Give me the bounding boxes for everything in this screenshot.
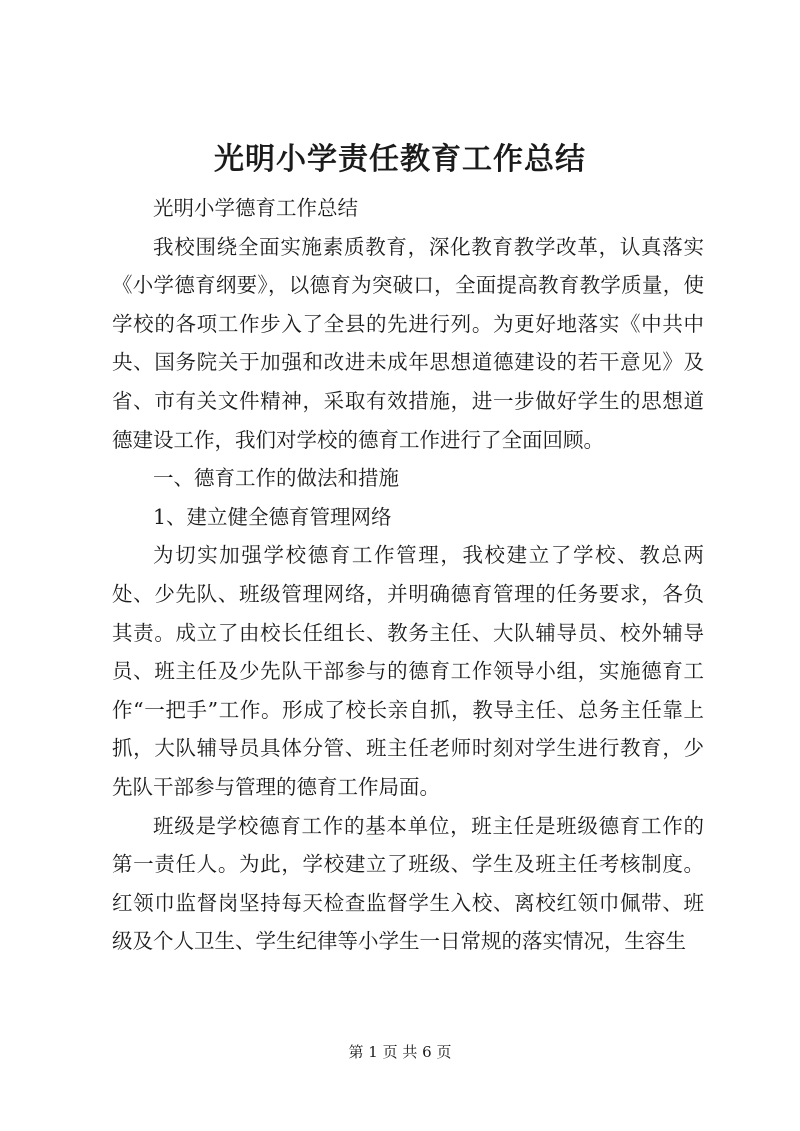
section-heading: 一、德育工作的做法和措施 <box>153 466 399 491</box>
paragraph-subtitle: 光明小学德育工作总结 <box>153 196 358 220</box>
document-body <box>112 189 704 961</box>
paragraph-intro: 我校围绕全面实施素质教育，深化教育教学改革，认真落实《小学德育纲要》，以德育为突破口，全面提高教育教学质量，使学校的各项工作步入了全县的先进行列。为更好地落实《中共中央、国务院关于加强和改进未成年思想道德建设的若干意见》及省、市有关文件精神，采取有效措施，进一步做好学生的思想道德建设工作，我们对学校的德育工作进行了全面回顾。 <box>112 234 704 452</box>
subsection-heading: 1、建立健全德育管理网络 <box>153 504 392 529</box>
document-title: 光明小学责任教育工作总结 <box>214 142 586 177</box>
paragraph-class: 班级是学校德育工作的基本单位，班主任是班级德育工作的第一责任人。为此，学校建立了班级、学生及班主任考核制度。红领巾监督岗坚持每天检查监督学生入校、离校红领巾佩带、班级及个人卫生、学生纪律等小学生一日常规的落实情况，生容生 <box>112 813 704 954</box>
page-footer: 第 1 页 共 6 页 <box>348 1043 452 1061</box>
paragraph-management: 为切实加强学校德育工作管理，我校建立了学校、教总两处、少先队、班级管理网络，并明确德育管理的任务要求，各负其责。成立了由校长任组长、教务主任、大队辅导员、校外辅导员、班主任及少先队干部参与的德育工作领导小组，实施德育工作“一把手”工作。形成了校长亲自抓，教导主任、总务主任靠上抓，大队辅导员具体分管、班主任老师时刻对学生进行教育，少先队干部参与管理的德育工作局面。 <box>112 543 704 799</box>
